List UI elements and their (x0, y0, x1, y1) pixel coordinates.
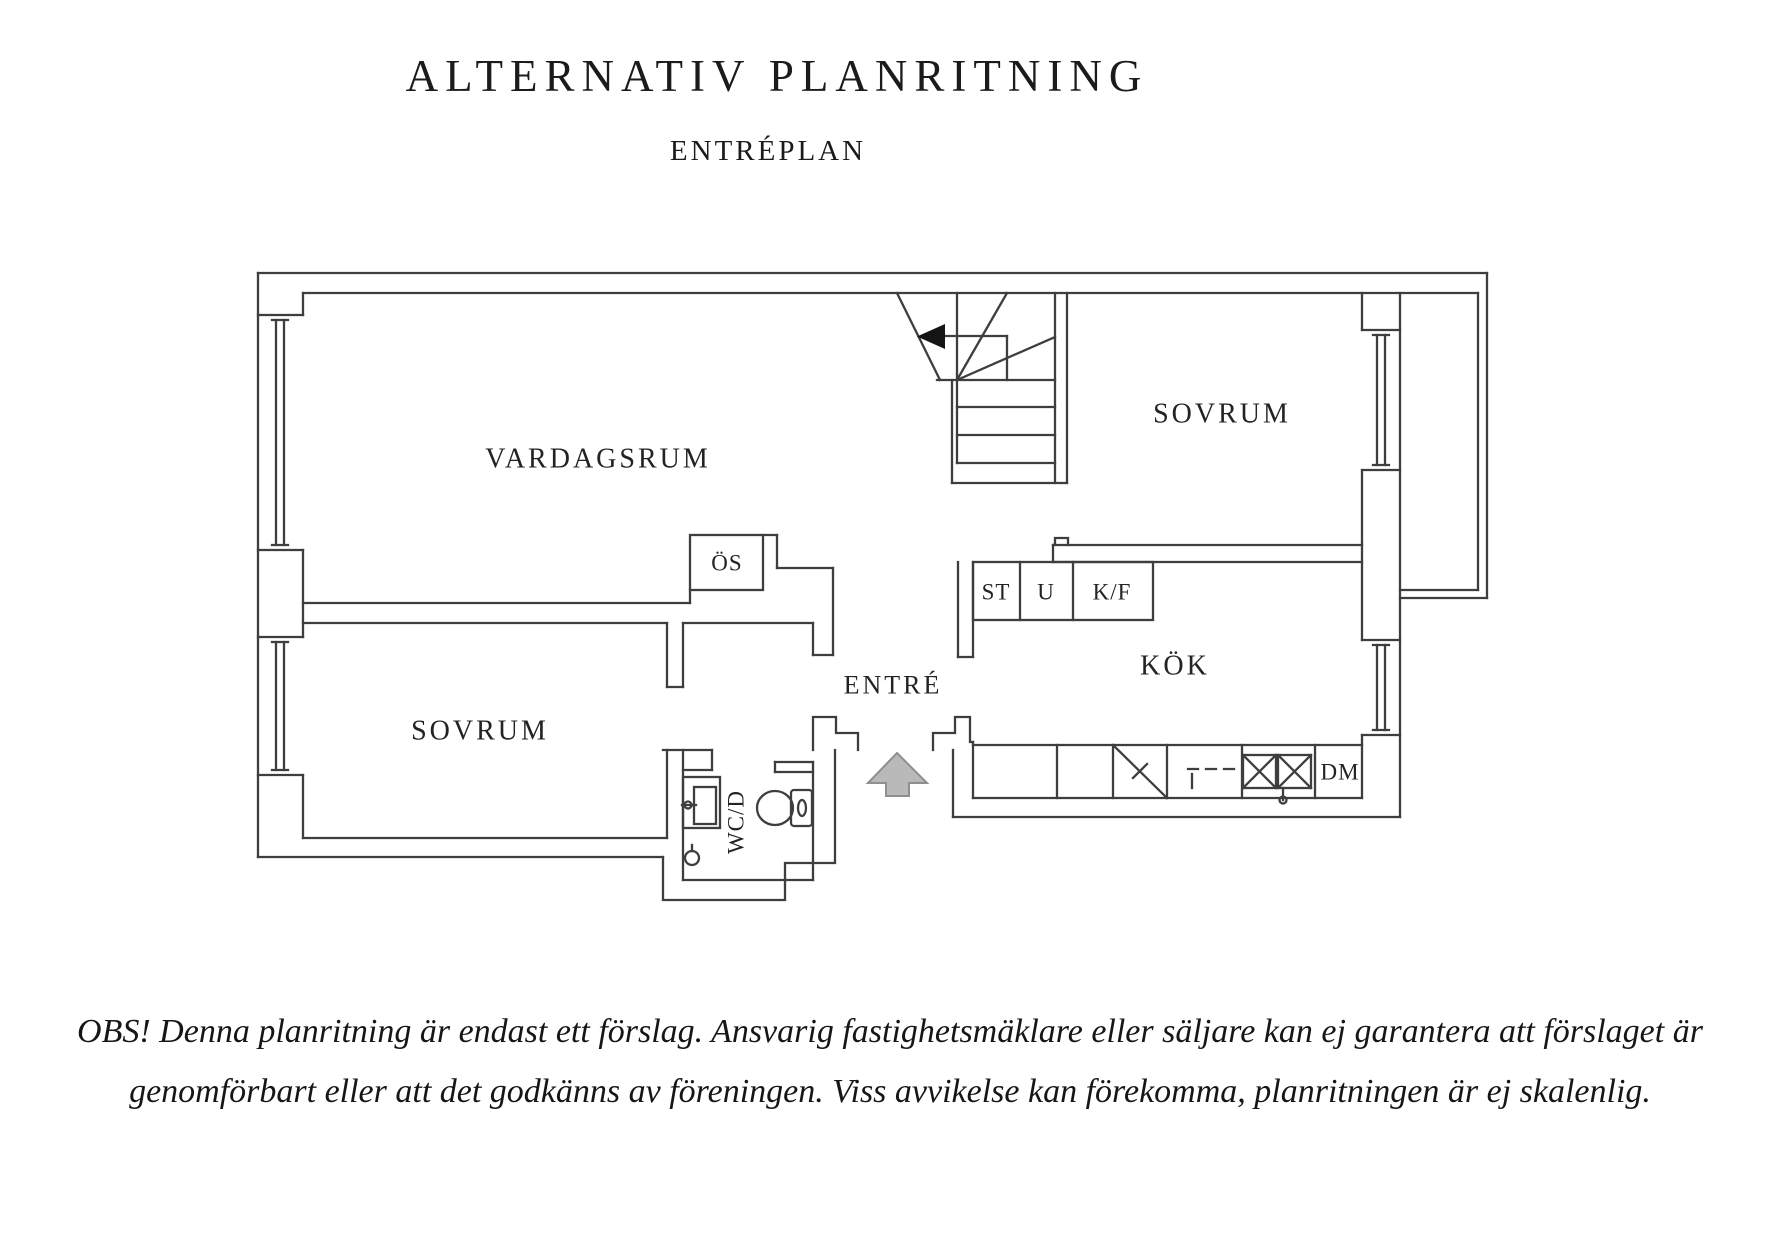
label-kok: KÖK (1140, 650, 1210, 682)
balcony (1400, 273, 1487, 598)
entry-door-jambs (813, 717, 973, 750)
washbasin-icon (682, 777, 720, 828)
staircase (897, 293, 1067, 483)
label-kf: K/F (1092, 579, 1132, 605)
page-subtitle: ENTRÉPLAN (669, 135, 867, 167)
entry-arrow (868, 753, 927, 796)
label-sovrum-top: SOVRUM (1153, 398, 1291, 430)
disclaimer-line-2: genomförbart eller att det godkänns av föreningen. Viss avvikelse kan förekomma, planritningen är ej skalenlig. (129, 1073, 1651, 1110)
window-sovrum-top (1362, 293, 1400, 640)
stair-direction-arrow (917, 324, 945, 349)
floor-drain-icon (685, 845, 699, 865)
label-os: ÖS (711, 550, 743, 576)
window-vardagsrum (258, 293, 303, 550)
window-kok (1362, 640, 1400, 798)
floorplan-walls (258, 273, 1487, 900)
outer-walls (258, 273, 1487, 900)
label-sovrum-bottom: SOVRUM (411, 715, 549, 747)
kitchen-counter (973, 745, 1362, 804)
stove-symbol (1113, 745, 1167, 798)
toilet-icon (757, 790, 812, 826)
disclaimer-line-1: OBS! Denna planritning är endast ett förslag. Ansvarig fastighetsmäklare eller säljare kan ej garantera att förslaget är (77, 1013, 1703, 1050)
interior-wall-sovrum-kok (1053, 538, 1362, 562)
label-entre: ENTRÉ (843, 670, 943, 700)
interior-wall-vardagsrum-sovrum (303, 590, 813, 687)
label-st: ST (981, 579, 1011, 605)
label-dm: DM (1320, 759, 1360, 785)
sink-symbol (1243, 755, 1311, 804)
label-u: U (1037, 579, 1055, 605)
label-wcd: WC/D (723, 789, 749, 855)
label-vardagsrum: VARDAGSRUM (485, 443, 711, 475)
page-title: ALTERNATIV PLANRITNING (405, 51, 1149, 101)
kitchen-west-wall (958, 562, 973, 798)
disclaimer-text (0, 1002, 1780, 1122)
counter-dashed-line (1188, 769, 1242, 788)
window-sovrum-bottom (258, 550, 303, 838)
